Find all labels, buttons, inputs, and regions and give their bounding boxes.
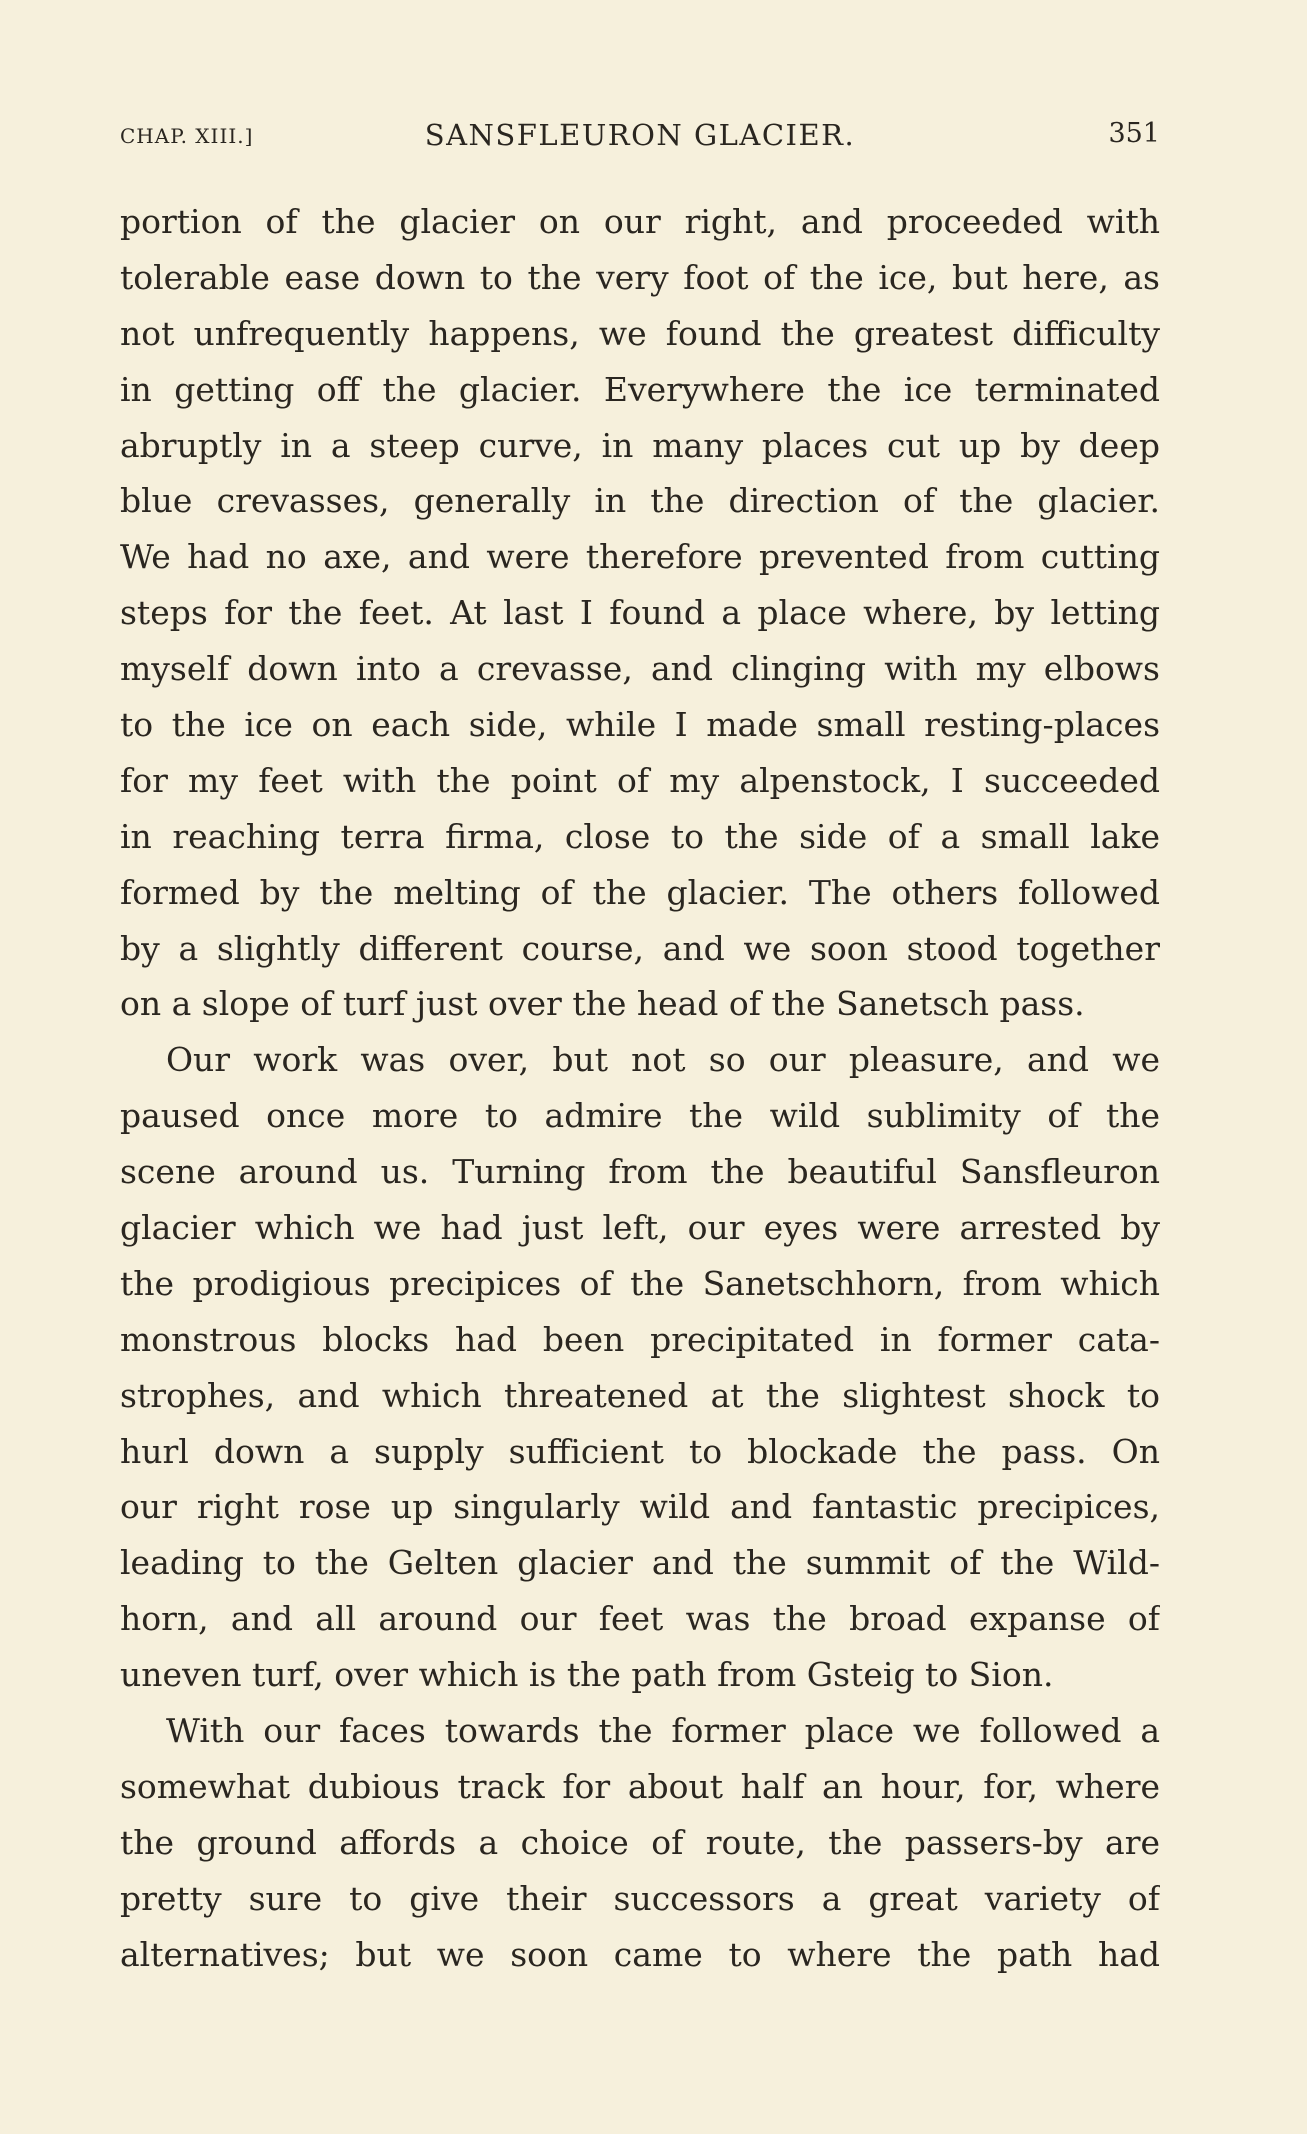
text-line: steps for the feet. At last I found a place where, by letting: [120, 593, 1160, 633]
text-line: abruptly in a steep curve, in many places cut up by deep: [120, 425, 1160, 465]
page-title: SANSFLEURON GLACIER.: [424, 118, 856, 152]
text-line: With our faces towards the former place we followed a: [166, 1711, 1160, 1751]
text-line: uneven turf, over which is the path from Gsteig to Sion.: [120, 1655, 1054, 1695]
text-line: for my feet with the point of my alpenstock, I succeeded: [120, 760, 1160, 800]
text-line: on a slope of turf just over the head of the Sanetsch pass.: [120, 984, 1085, 1024]
text-line: formed by the melting of the glacier. The others followed: [120, 872, 1160, 912]
text-line: portion of the glacier on our right, and proceeded with: [120, 202, 1160, 241]
text-line: the prodigious precipices of the Sanetschhorn, from which: [120, 1263, 1160, 1303]
running-head: [120, 118, 1160, 158]
text-line: blue crevasses, generally in the direction of the glacier.: [120, 481, 1160, 521]
text-line: monstrous blocks had been precipitated in former cata-: [120, 1319, 1160, 1359]
text-line: glacier which we had just left, our eyes were arrested by: [120, 1208, 1160, 1248]
text-line: leading to the Gelten glacier and the summit of the Wild-: [120, 1543, 1160, 1583]
text-line: strophes, and which threatened at the slightest shock to: [120, 1375, 1160, 1415]
text-line: We had no axe, and were therefore prevented from cutting: [120, 537, 1160, 577]
text-line: our right rose up singularly wild and fantastic precipices,: [120, 1487, 1160, 1527]
text-line: in getting off the glacier. Everywhere the ice terminated: [120, 369, 1160, 409]
text-line: to the ice on each side, while I made small resting-places: [120, 705, 1160, 745]
text-line: paused once more to admire the wild sublimity of the: [120, 1096, 1160, 1136]
text-line: somewhat dubious track for about half an hour, for, where: [120, 1766, 1160, 1806]
text-line: Our work was over, but not so our pleasure, and we: [166, 1040, 1160, 1080]
chapter-label: CHAP. XIII.]: [120, 124, 254, 148]
text-line: pretty sure to give their successors a great variety of: [120, 1878, 1160, 1918]
text-line: in reaching terra firma, close to the side of a small lake: [120, 816, 1160, 856]
text-line: by a slightly different course, and we soon stood together: [120, 928, 1160, 968]
text-line: scene around us. Turning from the beautiful Sansfleuron: [120, 1152, 1160, 1192]
page-number: 351: [1108, 118, 1160, 149]
text-line: the ground affords a choice of route, the passers-by are: [120, 1822, 1160, 1862]
text-line: myself down into a crevasse, and clinging with my elbows: [120, 649, 1160, 689]
text-line: hurl down a supply sufficient to blockade the pass. On: [120, 1431, 1160, 1471]
text-line: not unfrequently happens, we found the greatest difficulty: [120, 313, 1160, 353]
text-line: alternatives; but we soon came to where the path had: [120, 1934, 1160, 1974]
text-line: tolerable ease down to the very foot of the ice, but here, as: [120, 257, 1160, 297]
body-text: [120, 194, 1160, 1983]
text-line: horn, and all around our feet was the broad expanse of: [120, 1599, 1160, 1639]
